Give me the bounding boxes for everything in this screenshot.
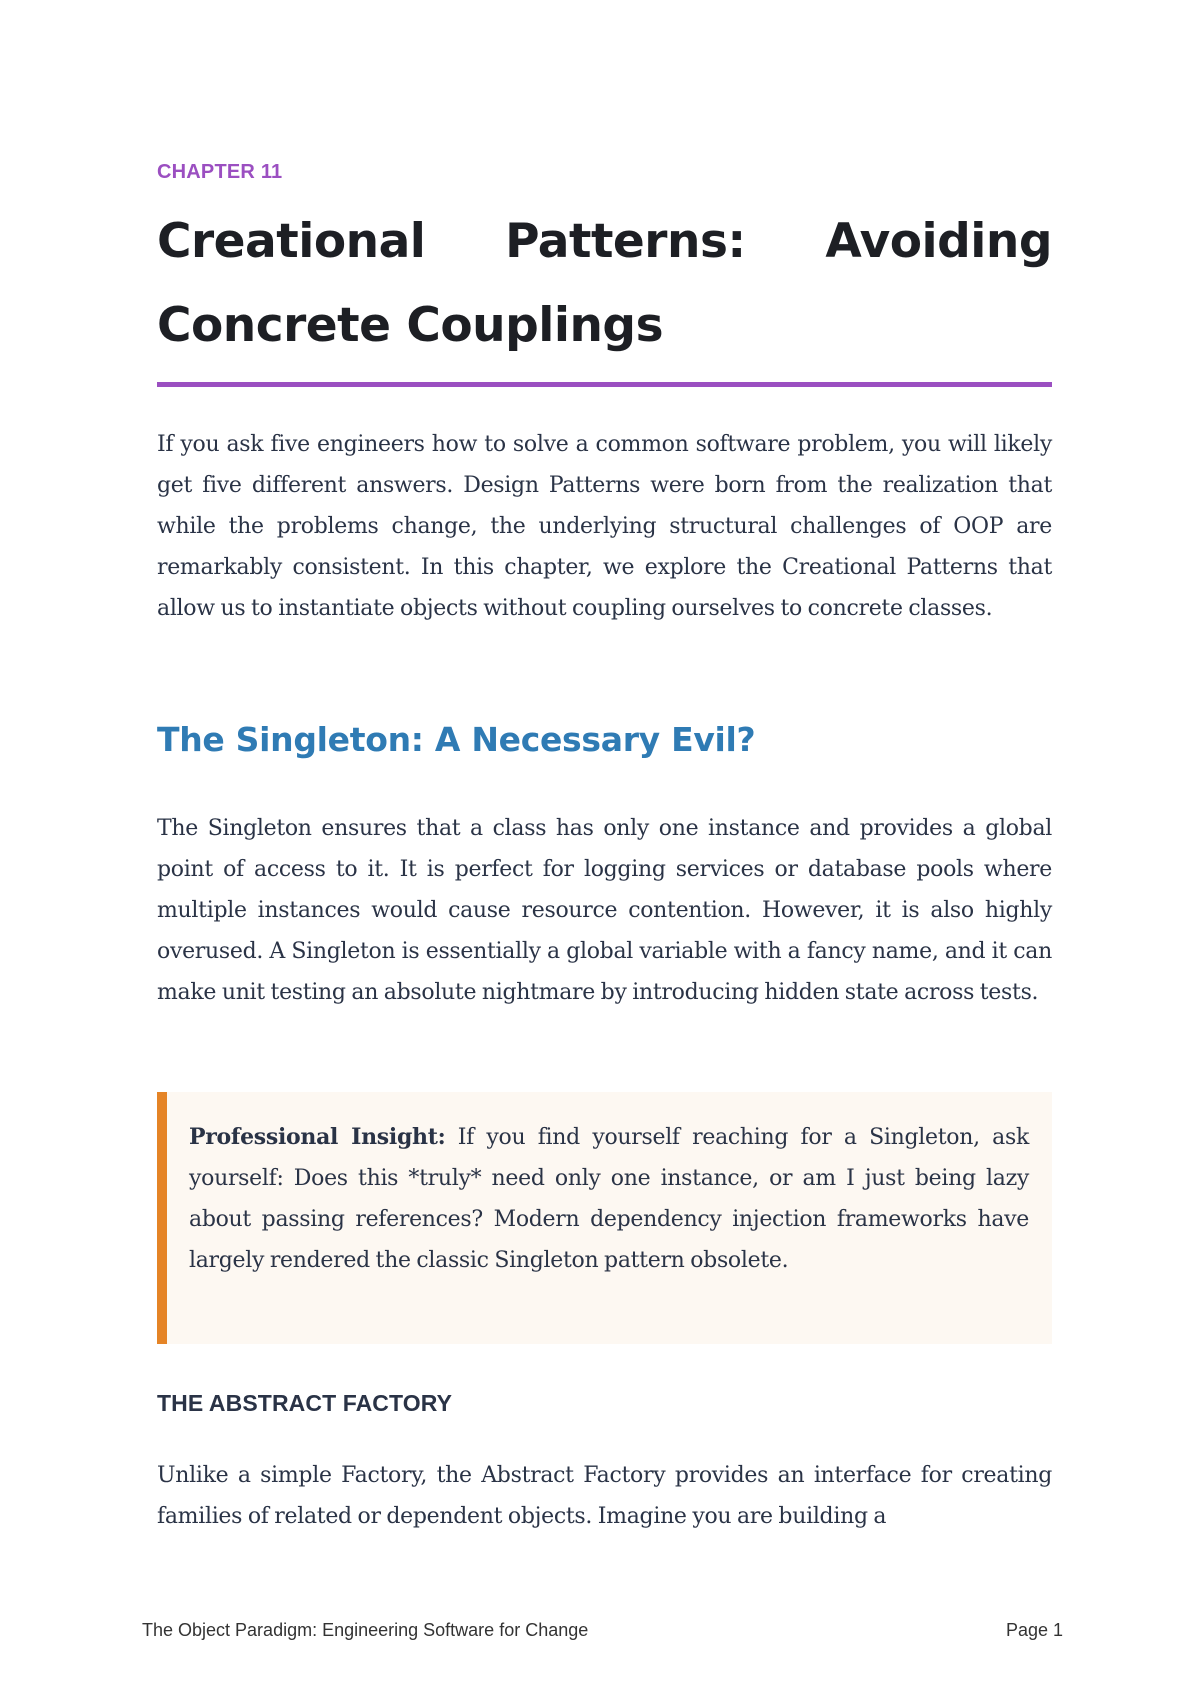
footer-book-title: The Object Paradigm: Engineering Software for Change <box>142 1620 589 1640</box>
intro-paragraph: If you ask five engineers how to solve a common software problem, you will likely get five different answers. Design Patterns were born from the realization that while the problems change, the underlying structural challenges of OOP are remarkably consistent. In this chapter, we explore the Creational Patterns that allow us to instantiate objects without coupling ourselves to concrete classes. <box>157 432 1052 621</box>
chapter-title: Creational Patterns: Avoiding Concrete Couplings <box>157 214 1052 353</box>
title-divider <box>157 382 1052 387</box>
abstract-factory-paragraph: Unlike a simple Factory, the Abstract Factory provides an interface for creating families of related or dependent objects. Imagine you are building a <box>157 1463 1052 1529</box>
singleton-heading: The Singleton: A Necessary Evil? <box>157 720 756 759</box>
callout-body: If you find yourself reaching for a Singleton, ask yourself: Does this *truly* need only one instance, or am I just being lazy about passing references? Modern dependency injection frameworks have largely rendered the classic Singleton pattern obsolete. <box>189 1125 1029 1273</box>
callout-text <box>189 1117 1029 1281</box>
abstract-factory-heading: THE ABSTRACT FACTORY <box>157 1390 453 1416</box>
chapter-label: CHAPTER 11 <box>157 161 283 183</box>
professional-insight-callout <box>157 1092 1052 1344</box>
footer-page-number: Page 1 <box>1005 1620 1063 1640</box>
singleton-paragraph: The Singleton ensures that a class has only one instance and provides a global point of access to it. It is perfect for logging services or database pools where multiple instances would cause resource contention. However, it is also highly overused. A Singleton is essentially a global variable with a fancy name, and it can make unit testing an absolute nightmare by introducing hidden state across tests. <box>157 816 1052 1005</box>
callout-label: Professional Insight: <box>189 1124 446 1150</box>
